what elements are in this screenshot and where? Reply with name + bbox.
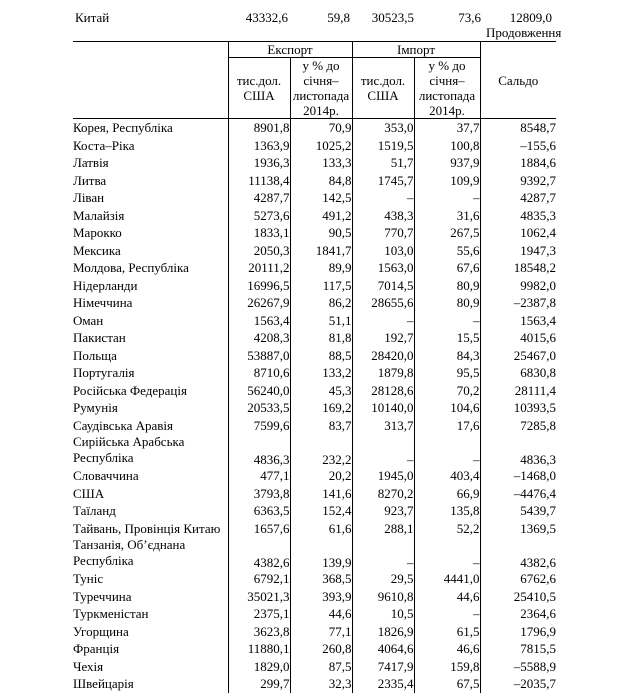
prev-import-pct: 73,6 [458, 10, 481, 25]
table-row [73, 467, 556, 485]
table-row [73, 312, 556, 330]
previous-page-row [0, 10, 617, 26]
import-value-cell: 192,7 [352, 329, 414, 347]
country-cell: Тайвань, Провінція Китаю [73, 520, 221, 536]
header-blank [73, 42, 228, 58]
saldo-cell: 1796,9 [480, 623, 556, 641]
table-row [73, 207, 556, 225]
import-pct-cell: 109,9 [414, 172, 480, 190]
country-cell: Польща [73, 347, 117, 363]
country-cell: Угорщина [73, 623, 129, 639]
country-cell: Нідерланди [73, 277, 138, 293]
import-value-cell: 353,0 [352, 119, 414, 137]
country-cell: Мексика [73, 242, 121, 258]
import-pct-cell: 37,7 [414, 119, 480, 137]
saldo-cell: 9392,7 [480, 172, 556, 190]
table-row [73, 347, 556, 365]
export-pct-cell: 89,9 [290, 259, 352, 277]
import-pct-cell: – [414, 434, 480, 467]
table-row [73, 382, 556, 400]
export-value-cell: 4208,3 [228, 329, 290, 347]
saldo-cell: 4835,3 [480, 207, 556, 225]
import-value-cell: 1945,0 [352, 467, 414, 485]
export-value-cell: 20111,2 [228, 259, 290, 277]
country-cell: Франція [73, 641, 120, 657]
export-value-cell: 477,1 [228, 467, 290, 485]
export-value-cell: 1657,6 [228, 520, 290, 538]
import-value-cell: 103,0 [352, 242, 414, 260]
header-import-value: тис.дол. США [352, 58, 414, 119]
country-cell: Румунія [73, 400, 118, 416]
export-pct-cell: 70,9 [290, 119, 352, 137]
saldo-cell: 25467,0 [480, 347, 556, 365]
saldo-cell: –5588,9 [480, 658, 556, 676]
import-pct-cell: 4441,0 [414, 570, 480, 588]
export-value-cell: 4287,7 [228, 189, 290, 207]
export-pct-cell: 51,1 [290, 312, 352, 330]
table-row [73, 605, 556, 623]
import-pct-cell: 46,6 [414, 640, 480, 658]
saldo-cell: 6762,6 [480, 570, 556, 588]
country-cell: США [73, 485, 105, 501]
import-value-cell: 28128,6 [352, 382, 414, 400]
table-row [73, 329, 556, 347]
export-value-cell: 4836,3 [228, 434, 290, 467]
saldo-cell: –2035,7 [480, 675, 556, 693]
country-cell: Пакистан [73, 330, 126, 346]
export-value-cell: 299,7 [228, 675, 290, 693]
trade-table [73, 41, 556, 693]
import-value-cell: 923,7 [352, 502, 414, 520]
country-cell: Оман [73, 312, 104, 328]
header-saldo: Сальдо [480, 42, 556, 119]
import-pct-cell: – [414, 189, 480, 207]
import-value-cell: – [352, 189, 414, 207]
import-pct-cell: – [414, 605, 480, 623]
import-value-cell: 313,7 [352, 417, 414, 435]
export-value-cell: 26267,9 [228, 294, 290, 312]
country-cell: Швейцарія [73, 676, 134, 692]
header-export-pct: у % до січня– листопада 2014р. [290, 58, 352, 119]
country-cell: Марокко [73, 225, 122, 241]
import-value-cell: – [352, 537, 414, 570]
import-pct-cell: 70,2 [414, 382, 480, 400]
export-pct-cell: 77,1 [290, 623, 352, 641]
table-row [73, 277, 556, 295]
export-value-cell: 5273,6 [228, 207, 290, 225]
import-pct-cell: 17,6 [414, 417, 480, 435]
export-pct-cell: 20,2 [290, 467, 352, 485]
import-pct-cell: 61,5 [414, 623, 480, 641]
import-value-cell: 8270,2 [352, 485, 414, 503]
table-body [73, 119, 556, 693]
prev-country: Китай [75, 10, 110, 25]
saldo-cell: 28111,4 [480, 382, 556, 400]
export-value-cell: 2050,3 [228, 242, 290, 260]
export-pct-cell: 368,5 [290, 570, 352, 588]
import-value-cell: 9610,8 [352, 588, 414, 606]
import-pct-cell: 44,6 [414, 588, 480, 606]
table-row [73, 417, 556, 435]
country-cell: Португалія [73, 365, 135, 381]
table-row [73, 189, 556, 207]
import-value-cell: 1745,7 [352, 172, 414, 190]
saldo-cell: 2364,6 [480, 605, 556, 623]
export-pct-cell: 83,7 [290, 417, 352, 435]
import-pct-cell: – [414, 537, 480, 570]
saldo-cell: 1884,6 [480, 154, 556, 172]
table-row [73, 137, 556, 155]
export-value-cell: 11138,4 [228, 172, 290, 190]
import-value-cell: 770,7 [352, 224, 414, 242]
country-cell: Коста–Ріка [73, 137, 135, 153]
export-pct-cell: 1025,2 [290, 137, 352, 155]
country-cell: Саудівська Аравія [73, 417, 173, 433]
import-value-cell: 438,3 [352, 207, 414, 225]
export-pct-cell: 86,2 [290, 294, 352, 312]
saldo-cell: 1369,5 [480, 520, 556, 538]
import-value-cell: 10140,0 [352, 399, 414, 417]
export-pct-cell: 133,2 [290, 364, 352, 382]
table-row [73, 154, 556, 172]
country-cell: Німеччина [73, 295, 133, 311]
prev-export-value: 43332,6 [245, 10, 288, 25]
import-pct-cell: 403,4 [414, 467, 480, 485]
import-pct-cell: 84,3 [414, 347, 480, 365]
prev-export-pct: 59,8 [327, 10, 350, 25]
saldo-cell: 7285,8 [480, 417, 556, 435]
import-value-cell: 2335,4 [352, 675, 414, 693]
export-value-cell: 3793,8 [228, 485, 290, 503]
export-pct-cell: 133,3 [290, 154, 352, 172]
header-import-pct: у % до січня– листопада 2014р. [414, 58, 480, 119]
country-cell: Російська Федерація [73, 382, 187, 398]
import-value-cell: 28420,0 [352, 347, 414, 365]
export-pct-cell: 45,3 [290, 382, 352, 400]
export-value-cell: 1563,4 [228, 312, 290, 330]
table-row [73, 172, 556, 190]
export-value-cell: 6792,1 [228, 570, 290, 588]
export-value-cell: 20533,5 [228, 399, 290, 417]
table-row [73, 434, 556, 467]
table-row [73, 640, 556, 658]
import-value-cell: 10,5 [352, 605, 414, 623]
import-pct-cell: 267,5 [414, 224, 480, 242]
country-cell: Туреччина [73, 588, 132, 604]
export-pct-cell: 84,8 [290, 172, 352, 190]
header-export: Експорт [228, 42, 352, 58]
import-pct-cell: – [414, 312, 480, 330]
saldo-cell: 4015,6 [480, 329, 556, 347]
import-pct-cell: 80,9 [414, 277, 480, 295]
saldo-cell: 4287,7 [480, 189, 556, 207]
saldo-cell: –4476,4 [480, 485, 556, 503]
export-value-cell: 56240,0 [228, 382, 290, 400]
export-value-cell: 1829,0 [228, 658, 290, 676]
import-value-cell: 288,1 [352, 520, 414, 538]
export-value-cell: 6363,5 [228, 502, 290, 520]
saldo-cell: –2387,8 [480, 294, 556, 312]
header-export-value: тис.дол. США [228, 58, 290, 119]
country-cell: Туніс [73, 571, 104, 587]
import-pct-cell: 135,8 [414, 502, 480, 520]
saldo-cell: 18548,2 [480, 259, 556, 277]
country-cell: Словаччина [73, 468, 139, 484]
table-row [73, 675, 556, 693]
saldo-cell: 7815,5 [480, 640, 556, 658]
export-pct-cell: 32,3 [290, 675, 352, 693]
table-row [73, 364, 556, 382]
table-row [73, 520, 556, 538]
export-value-cell: 16996,5 [228, 277, 290, 295]
export-pct-cell: 142,5 [290, 189, 352, 207]
import-value-cell: 1519,5 [352, 137, 414, 155]
saldo-cell: 25410,5 [480, 588, 556, 606]
saldo-cell: 4382,6 [480, 537, 556, 570]
import-pct-cell: 55,6 [414, 242, 480, 260]
saldo-cell: 1563,4 [480, 312, 556, 330]
table-row [73, 570, 556, 588]
import-pct-cell: 67,5 [414, 675, 480, 693]
export-value-cell: 7599,6 [228, 417, 290, 435]
saldo-cell: –155,6 [480, 137, 556, 155]
import-pct-cell: 15,5 [414, 329, 480, 347]
saldo-cell: 10393,5 [480, 399, 556, 417]
import-value-cell: 1879,8 [352, 364, 414, 382]
import-pct-cell: 159,8 [414, 658, 480, 676]
table-row [73, 537, 556, 570]
prev-saldo: 12809,0 [509, 10, 552, 25]
import-pct-cell: 66,9 [414, 485, 480, 503]
export-pct-cell: 260,8 [290, 640, 352, 658]
export-value-cell: 35021,3 [228, 588, 290, 606]
country-cell: Чехія [73, 658, 104, 674]
export-pct-cell: 141,6 [290, 485, 352, 503]
import-pct-cell: 95,5 [414, 364, 480, 382]
export-pct-cell: 232,2 [290, 434, 352, 467]
import-pct-cell: 100,8 [414, 137, 480, 155]
country-cell: Латвія [73, 155, 109, 171]
import-pct-cell: 31,6 [414, 207, 480, 225]
country-cell: Литва [73, 172, 107, 188]
export-pct-cell: 491,2 [290, 207, 352, 225]
export-pct-cell: 61,6 [290, 520, 352, 538]
export-pct-cell: 44,6 [290, 605, 352, 623]
table-row [73, 485, 556, 503]
export-pct-cell: 169,2 [290, 399, 352, 417]
saldo-cell: 8548,7 [480, 119, 556, 137]
table-row [73, 224, 556, 242]
export-value-cell: 1833,1 [228, 224, 290, 242]
export-value-cell: 3623,8 [228, 623, 290, 641]
export-pct-cell: 81,8 [290, 329, 352, 347]
saldo-cell: 4836,3 [480, 434, 556, 467]
export-value-cell: 8901,8 [228, 119, 290, 137]
saldo-cell: –1468,0 [480, 467, 556, 485]
export-pct-cell: 88,5 [290, 347, 352, 365]
export-pct-cell: 1841,7 [290, 242, 352, 260]
import-pct-cell: 80,9 [414, 294, 480, 312]
country-cell: Корея, Республіка [73, 120, 173, 136]
country-cell: Туркменістан [73, 606, 149, 622]
saldo-cell: 1947,3 [480, 242, 556, 260]
table-row [73, 119, 556, 137]
import-value-cell: 7014,5 [352, 277, 414, 295]
country-cell: Танзанія, Об’єднана Республіка [73, 537, 186, 568]
import-pct-cell: 937,9 [414, 154, 480, 172]
export-value-cell: 53887,0 [228, 347, 290, 365]
import-value-cell: 51,7 [352, 154, 414, 172]
country-cell: Сирійська Арабська Республіка [73, 434, 185, 465]
table-row [73, 399, 556, 417]
header-blank-2 [73, 58, 228, 119]
continuation-label: Продовження [486, 25, 562, 40]
saldo-cell: 6830,8 [480, 364, 556, 382]
table-row [73, 294, 556, 312]
import-value-cell: – [352, 312, 414, 330]
import-value-cell: 1563,0 [352, 259, 414, 277]
import-value-cell: 4064,6 [352, 640, 414, 658]
table-row [73, 259, 556, 277]
export-pct-cell: 117,5 [290, 277, 352, 295]
import-pct-cell: 52,2 [414, 520, 480, 538]
table-row [73, 242, 556, 260]
export-value-cell: 11880,1 [228, 640, 290, 658]
import-value-cell: 1826,9 [352, 623, 414, 641]
export-pct-cell: 152,4 [290, 502, 352, 520]
table-row [73, 502, 556, 520]
country-cell: Ліван [73, 190, 105, 206]
country-cell: Таїланд [73, 503, 116, 519]
export-value-cell: 1936,3 [228, 154, 290, 172]
export-value-cell: 4382,6 [228, 537, 290, 570]
import-pct-cell: 67,6 [414, 259, 480, 277]
table-row [73, 658, 556, 676]
import-value-cell: 28655,6 [352, 294, 414, 312]
export-pct-cell: 393,9 [290, 588, 352, 606]
table-row [73, 623, 556, 641]
import-value-cell: – [352, 434, 414, 467]
saldo-cell: 5439,7 [480, 502, 556, 520]
saldo-cell: 1062,4 [480, 224, 556, 242]
country-cell: Малайзія [73, 207, 125, 223]
prev-import-value: 30523,5 [371, 10, 414, 25]
table-row [73, 588, 556, 606]
export-pct-cell: 87,5 [290, 658, 352, 676]
export-value-cell: 8710,6 [228, 364, 290, 382]
export-pct-cell: 139,9 [290, 537, 352, 570]
header-import: Імпорт [352, 42, 480, 58]
saldo-cell: 9982,0 [480, 277, 556, 295]
import-value-cell: 7417,9 [352, 658, 414, 676]
export-value-cell: 2375,1 [228, 605, 290, 623]
country-cell: Молдова, Республіка [73, 260, 189, 276]
export-pct-cell: 90,5 [290, 224, 352, 242]
export-value-cell: 1363,9 [228, 137, 290, 155]
import-pct-cell: 104,6 [414, 399, 480, 417]
import-value-cell: 29,5 [352, 570, 414, 588]
